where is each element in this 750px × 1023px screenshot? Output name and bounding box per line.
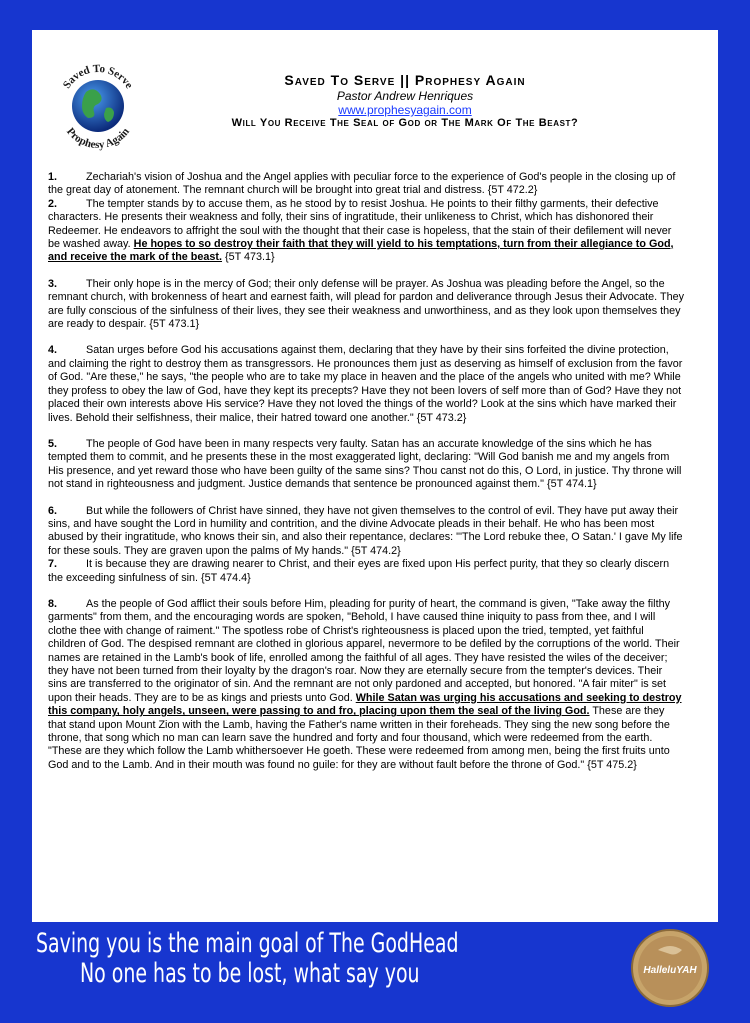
pastor-name: Pastor Andrew Henriques — [336, 89, 474, 103]
paragraph-2 — [48, 198, 684, 265]
emphasized-text: While Satan was urging his accusations and seeking to destroy this company, holy angels, unseen, were passing to and fro, placing upon them the seal of the living God. — [48, 691, 682, 718]
paragraph-text: The tempter stands by to accuse them, as he stood by to resist Joshua. He points to their filthy garments, their defective characters. He presents their weakness and folly, their sins of ingratitude, their unlikeness to Christ, which has dishonored their Redeemer. He endeavors to affright the soul with the thought that their case is hopeless, that the stain of their defilement will never be washed away. — [48, 197, 672, 251]
paragraph-number: 8. — [48, 597, 58, 610]
paragraph-3 — [48, 278, 684, 332]
paragraph-number: 3. — [48, 277, 58, 290]
paragraph-number: 1. — [48, 171, 58, 183]
halleluyah-badge — [630, 928, 710, 1008]
paragraph-text: Zechariah's vision of Joshua and the Angel applies with peculiar force to the experience of God's people in the closing up of the great day of atonement. The remnant church will be brought into great trial and distress. {5T 472.2} — [48, 171, 676, 197]
paragraph-number: 5. — [48, 437, 58, 450]
paragraph-5 — [48, 438, 684, 492]
page-subtitle: Will You Receive The Seal of God or The Mark Of The Beast? — [231, 117, 579, 129]
paragraph-4 — [48, 344, 684, 424]
reference-text: {5T 473.1} — [222, 251, 275, 264]
paragraph-text: It is because they are drawing nearer to Christ, and their eyes are fixed upon His perfect purity, that they so clearly discern the exceeding sinfulness of sin. {5T 474.4} — [48, 558, 670, 584]
paragraph-number: 4. — [48, 344, 58, 357]
paragraph-text: Their only hope is in the mercy of God; their only defense will be prayer. As Joshua was pleading before the Angel, so the remnant church, with brokenness of heart and earnest faith, will plead for pardon and deliverance through Jesus their Advocate. They are fully conscious of the sinfulness of their lives, they see their weakness and unworthiness, and as they look upon themselves they are ready to despair. {5T 473.1} — [48, 277, 684, 331]
paragraph-text: The people of God have been in many respects very faulty. Satan has an accurate knowledge of the sins which he has tempted them to commit, and he presents these in the most exaggerated light, declaring: "Will God banish me and my angels from His presence, and yet reward those who have been guilty of the same sins? Thou canst not do this, O Lord, in justice. Thy throne will not stand in righteousness and judgment. Justice demands that sentence be pronounced against them." {5T 474.1} — [48, 437, 682, 491]
paragraph-text: Satan urges before God his accusations against them, declaring that they have by their sins forfeited the divine protection, and claiming the right to destroy them as transgressors. He pronounces them just as deserving as himself of exclusion from the favor of God. "Are these," he says, "the people who are to take my place in heaven and the place of the angels who united with me? While they profess to obey the law of God, have they kept its precepts? Have they not been lovers of self more than of God? Have they not placed their own interests above His service? Have they not loved the things of the world? Look at the sins which have marked their lives. Behold their selfishness, their malice, their hatred toward one another." {5T 473.2} — [48, 344, 683, 424]
paragraph-text: As the people of God afflict their souls before Him, pleading for purity of heart, the command is given, "Take away the filthy garments" from them, and the encouraging words are spoken, "Behold, I have caused thine iniquity to pass from thee, and I will clothe thee with change of raiment." The spotless robe of Christ's righteousness is placed upon the tried, tempted, yet faithful children of God. The despised remnant are clothed in glorious apparel, nevermore to be defiled by the corruptions of the world. Their names are retained in the Lamb's book of life, enrolled among the faithful of all ages. They have resisted the wiles of the deceiver; they have not been turned from their loyalty by the dragon's roar. Now they are eternally secure from the tempter's devices. Their sins are transferred to the originator of sin. And the remnant are not only pardoned and accepted, but honored. "A fair miter" is set upon their heads. They are to be as kings and priests unto God. — [48, 597, 680, 704]
badge-text: HalleluYAH — [643, 965, 697, 976]
paragraph-text: But while the followers of Christ have sinned, they have not given themselves to the control of evil. They have put away their sins, and have sought the Lord in humility and contrition, and the divine Advocate pleads in their behalf. He who has been most abused by their ingratitude, who knows their sin, and also their repentance, declares: "'The Lord rebuke thee, O Satan.' I gave My life for these souls. They are graven upon the palms of My hands." {5T 474.2} — [48, 504, 683, 557]
website-link[interactable]: www.prophesyagain.com — [338, 103, 472, 117]
paragraph-1 — [48, 171, 684, 198]
paragraph-number: 6. — [48, 504, 58, 517]
emphasized-text: He hopes to so destroy their faith that they will yield to his temptations, turn from their allegiance to God, and receive the mark of the beast. — [48, 238, 674, 264]
paragraph-7 — [48, 558, 684, 585]
page-title: Saved To Serve || Prophesy Again — [284, 72, 526, 88]
document-body — [48, 171, 684, 785]
document-header — [150, 72, 660, 129]
logo-bottom-text: Prophesy Again — [64, 125, 132, 152]
footer-line-2: No one has to be lost, what say you — [80, 958, 420, 989]
globe-logo — [50, 58, 146, 154]
paragraph-number: 7. — [48, 558, 58, 571]
logo-top-text: Saved To Serve — [60, 62, 136, 91]
footer-line-1: Saving you is the main goal of The GodHead — [36, 928, 459, 959]
paragraph-number: 2. — [48, 197, 58, 210]
paragraph-text: These are they that stand upon Mount Zion with the Lamb, having the Father's name written in their foreheads. They sing the new song before the throne, that song which no man can learn save the hundred and forty and four thousand, which were redeemed from the earth. "These are they which follow the Lamb whithersoever He goeth. These were redeemed from among men, being the first fruits unto God and to the Lamb. And in their mouth was found no guile: for they are without fault before the throne of God." {5T 475.2} — [48, 705, 670, 771]
paragraph-8 — [48, 598, 684, 772]
paragraph-6 — [48, 505, 684, 559]
